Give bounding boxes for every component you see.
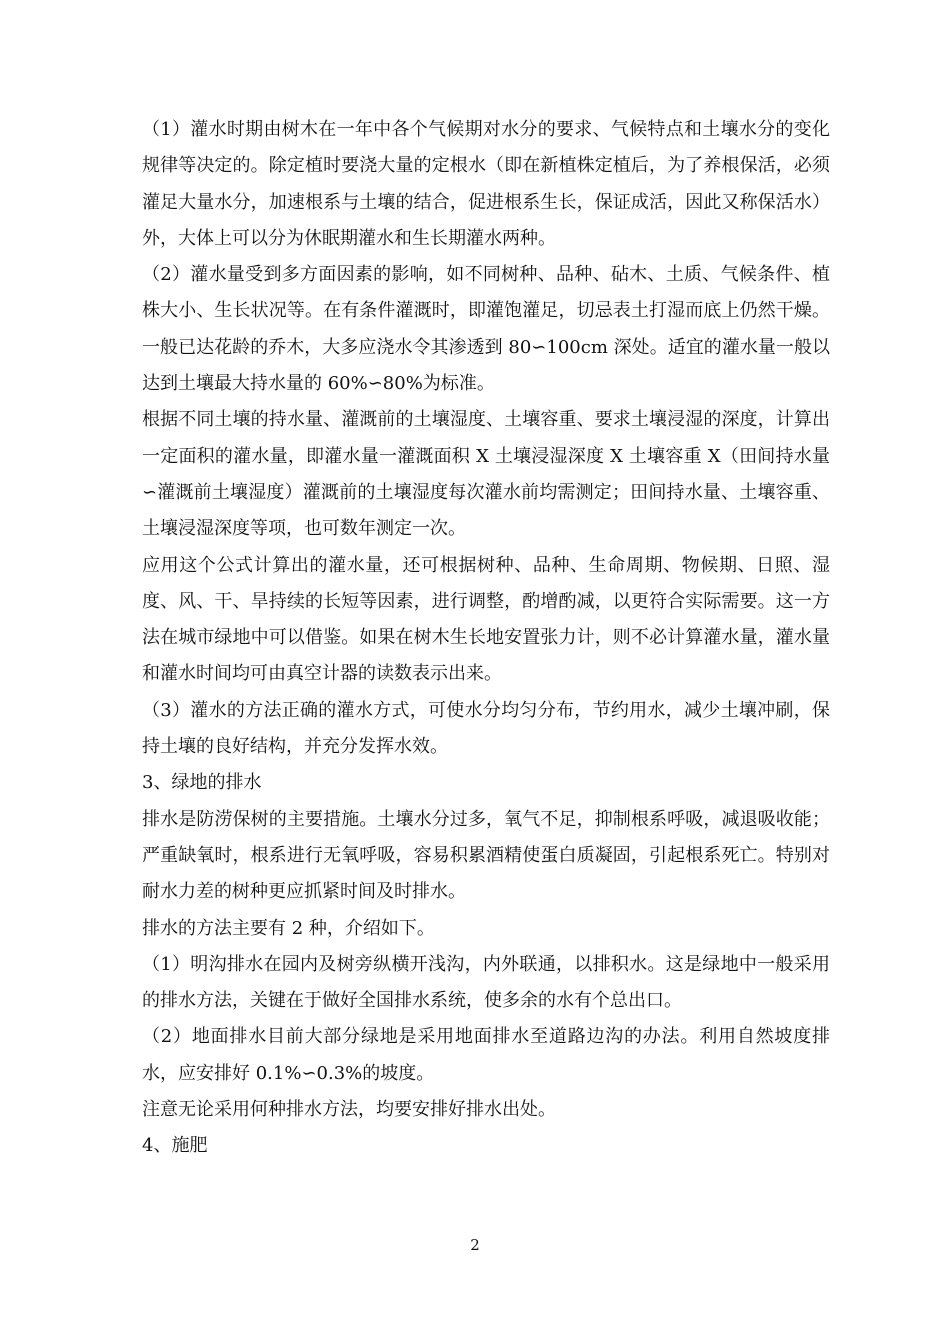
paragraph-drainage-note: 注意无论采用何种排水方法，均要安排好排水出处。 (142, 1099, 556, 1121)
paragraph-drainage-purpose: 排水是防涝保树的主要措施。土壤水分过多，氧气不足，抑制根系呼吸，减退吸收能；严重缺氧时，根系进行无氧呼吸，容易积累酒精使蛋白质凝固，引起根系死亡。特别对耐水力差的树种更应抓紧时间及时排水。 (142, 808, 830, 903)
paragraph-irrigation-timing: （1）灌水时期由树木在一年中各个气候期对水分的要求、气候特点和土壤水分的变化规律等决定的。除定植时要浇大量的定根水（即在新植株定植后，为了养根保活，必须灌足大量水分，加速根系与土壤的结合，促进根系生长，保证成活，因此又称保活水）外，大体上可以分为休眠期灌水和生长期灌水两种。 (142, 119, 830, 249)
paragraph-open-ditch-drainage: （1）明沟排水在园内及树旁纵横开浅沟，内外联通，以排积水。这是绿地中一般采用的排水方法，关键在于做好全国排水系统，使多余的水有个总出口。 (142, 953, 830, 1012)
paragraph-irrigation-amount: （2）灌水量受到多方面因素的影响，如不同树种、品种、砧木、土质、气候条件、植株大小、生长状况等。在有条件灌溉时，即灌饱灌足，切忌表土打湿而底上仍然干燥。一般已达花龄的乔木，大多应浇水令其渗透到 80∽100cm 深处。适宜的灌水量一般以达到土壤最大持水量的 60%∽80%为标准。 (142, 264, 830, 395)
paragraph-surface-drainage: （2）地面排水目前大部分绿地是采用地面排水至道路边沟的办法。利用自然坡度排水，应安排好 0.1%∽0.3%的坡度。 (142, 1026, 830, 1084)
paragraph-irrigation-method: （3）灌水的方法正确的灌水方式，可使水分均匀分布，节约用水，减少土壤冲刷，保持土壤的良好结构，并充分发挥水效。 (142, 699, 830, 758)
section-heading-fertilization: 4、施肥 (142, 1135, 208, 1157)
section-heading-drainage: 3、绿地的排水 (142, 772, 262, 794)
paragraph-drainage-methods-intro: 排水的方法主要有 2 种，介绍如下。 (142, 917, 435, 939)
paragraph-irrigation-adjustment: 应用这个公式计算出的灌水量，还可根据树种、品种、生命周期、物候期、日照、湿度、风、干、旱持续的长短等因素，进行调整，酌增酌减，以更符合实际需要。这一方法在城市绿地中可以借鉴。如果在树木生长地安置张力计，则不必计算灌水量，灌水量和灌水时间均可由真空计器的读数表示出来。 (142, 554, 830, 685)
document-body (142, 112, 830, 1165)
page-number: 2 (470, 1236, 480, 1254)
paragraph-irrigation-formula: 根据不同土壤的持水量、灌溉前的土壤湿度、土壤容重、要求土壤浸湿的深度，计算出一定面积的灌水量，即灌水量一灌溉面积 X 土壤浸湿深度 X 土壤容重 X（田间持水量∽灌溉前土壤湿度）灌溉前的土壤湿度每次灌水前均需测定；田间持水量、土壤容重、土壤浸湿深度等项，也可数年测定一次。 (142, 409, 830, 540)
